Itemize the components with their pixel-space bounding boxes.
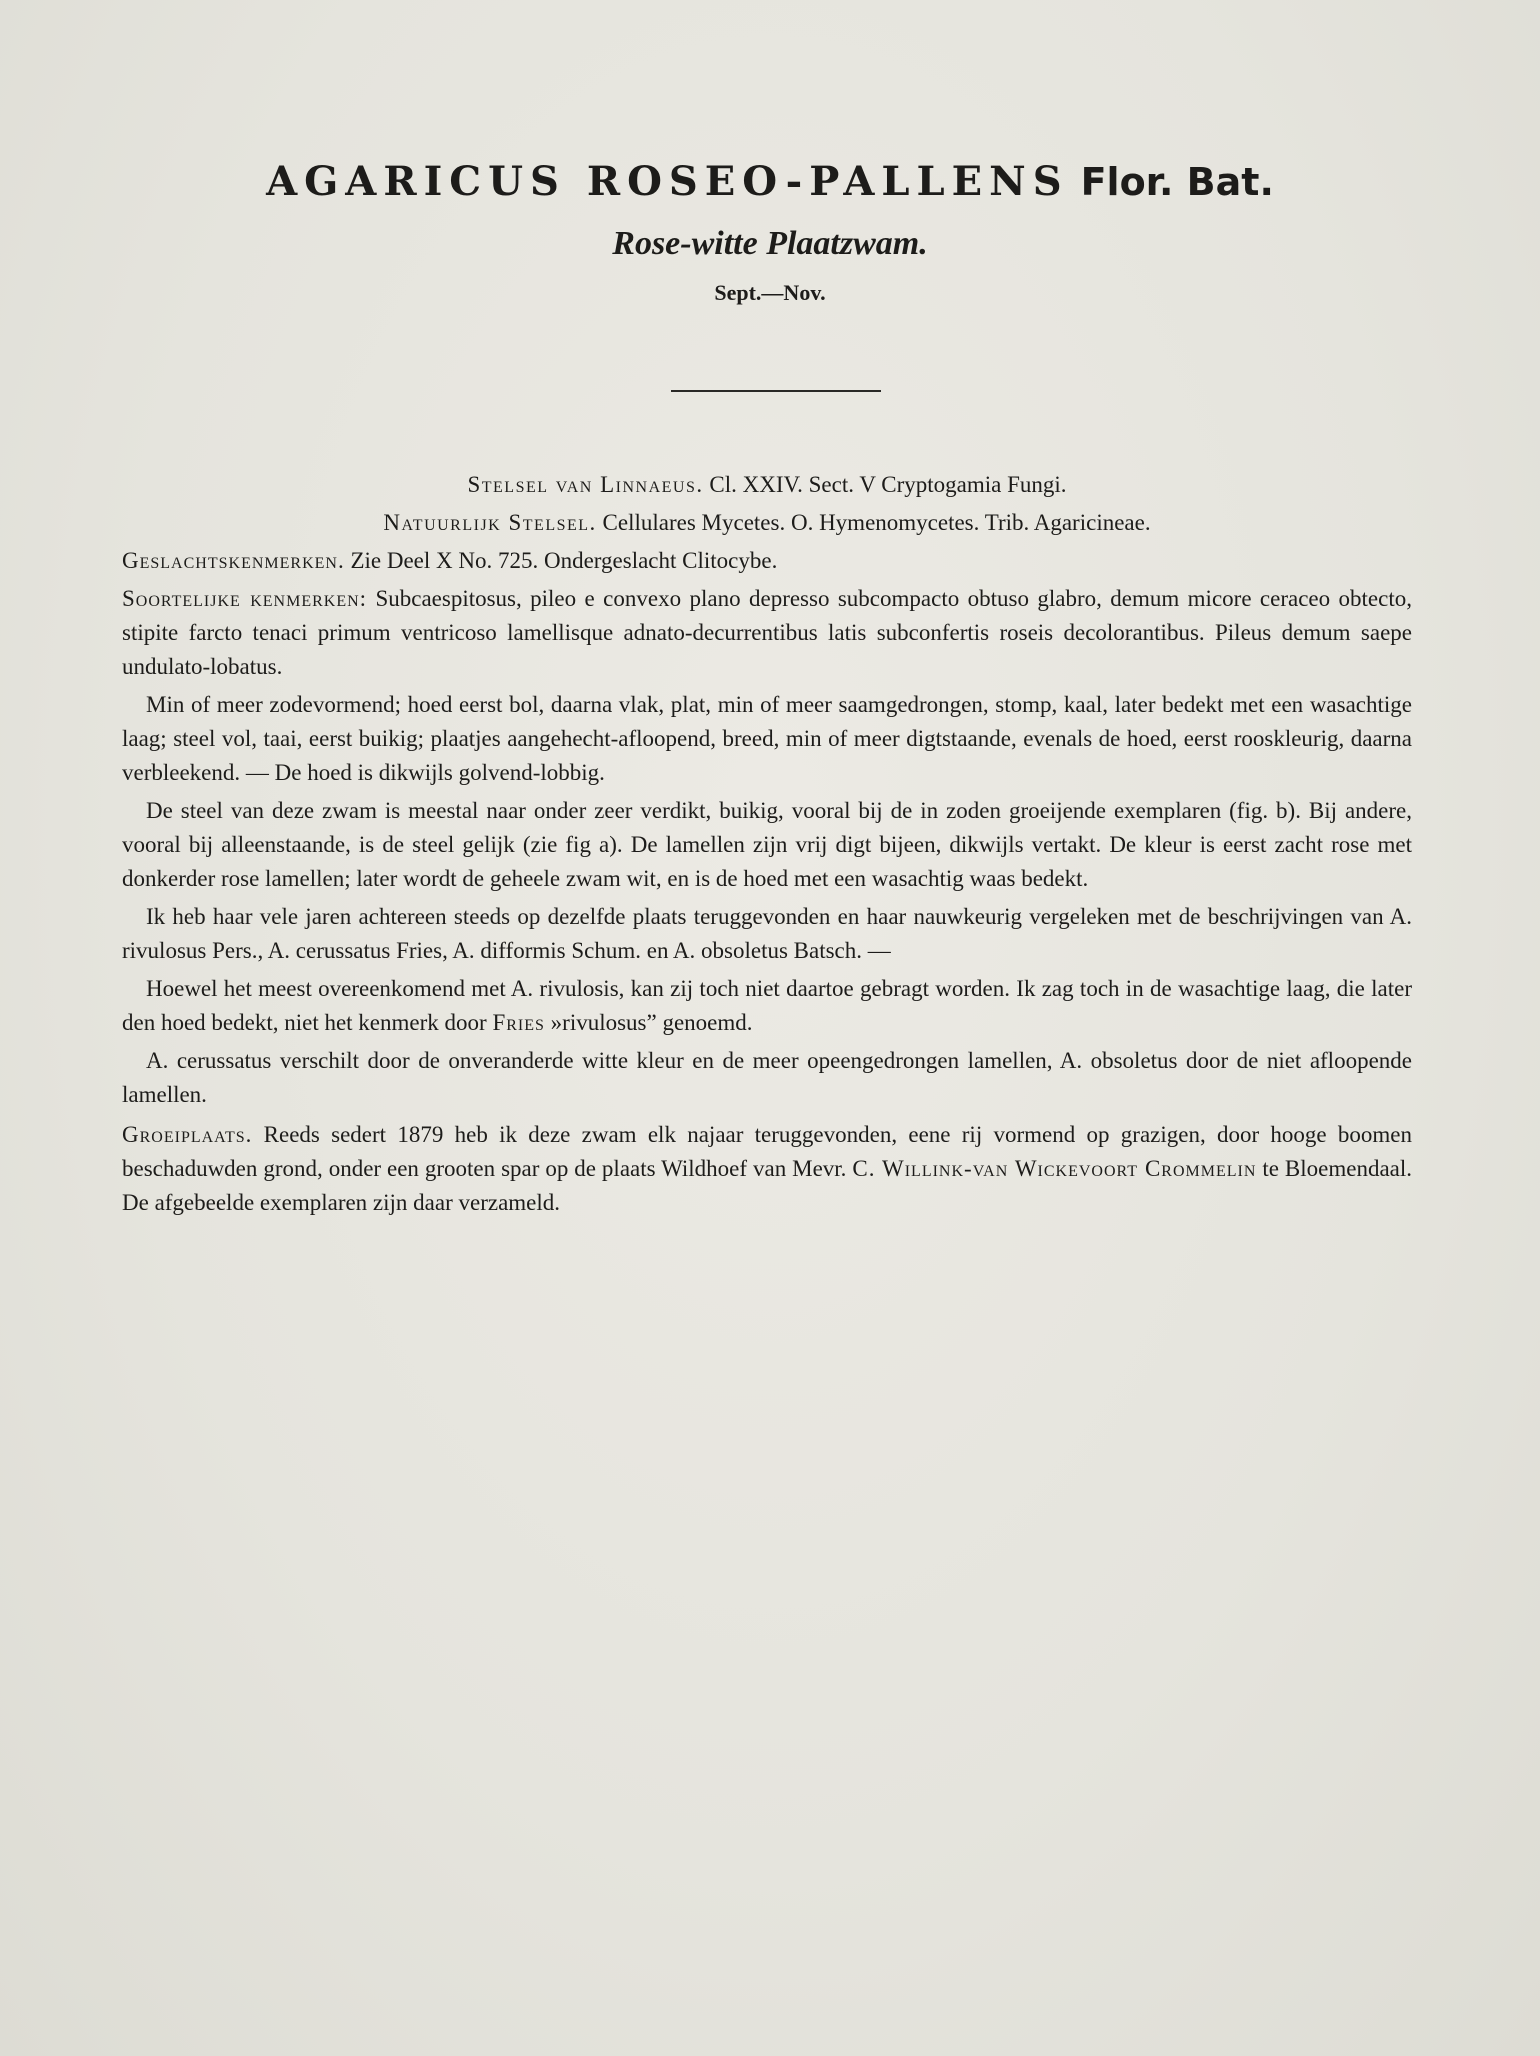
dutch-description: Min of meer zodevormend; hoed eerst bol, daarna vlak, plat, min of meer saamgedrongen, stomp, kaal, later bedekt met een wasachtige laag; steel vol, taai, eerst buikig; plaatjes aangehecht-afloopend, breed, min of meer digtstaande, evenals de hoed, eerst rooskleurig, daarna verbleekend. — De hoed is dikwijls golvend-lobbig.	[122, 692, 1412, 785]
natural-system-text: Cellulares Mycetes. O. Hymenomycetes. Trib. Agaricineae.	[602, 510, 1151, 535]
comparison-paragraph: Ik heb haar vele jaren achtereen steeds op dezelfde plaats teruggevonden en haar nauwkeurig vergeleken met de beschrijvingen van A. rivulosus Pers., A. cerussatus Fries, A. difformis Schum. en A. obsoletus Batsch. —	[122, 904, 1412, 963]
season: Sept.—Nov.	[714, 280, 826, 305]
species-title	[0, 150, 1540, 212]
rivulosus-paragraph	[122, 972, 1412, 1040]
stem-paragraph: De steel van deze zwam is meestal naar onder zeer verdikt, buikig, vooral bij de in zoden groeijende exemplaren (fig. b). Bij andere, vooral bij alleenstaande, is de steel gelijk (zie fig a). De lamellen zijn vrij digt bijeen, dikwijls vertakt. De kleur is eerst zacht rose met donkerder rose lamellen; later wordt de geheele zwam wit, en is de hoed met een wasachtig waas bedekt.	[122, 798, 1412, 891]
main-text	[122, 468, 1412, 1224]
natural-system-label: Natuurlijk Stelsel.	[383, 510, 597, 535]
species-label: Soortelijke kenmerken:	[122, 586, 368, 611]
habitat-label: Groeiplaats.	[122, 1122, 253, 1147]
genus-label: Geslachtskenmerken.	[122, 548, 345, 573]
authority: Flor. Bat.	[1080, 160, 1274, 204]
scientific-name: AGARICUS ROSEO-PALLENS	[266, 158, 1069, 205]
linnaeus-text: Cl. XXIV. Sect. V Cryptogamia Fungi.	[709, 472, 1067, 497]
linnaeus-label: Stelsel van Linnaeus.	[467, 472, 704, 497]
owner-name: C. Willink-van Wickevoort Crommelin	[852, 1156, 1257, 1181]
fries-name: Fries	[492, 1010, 545, 1035]
genus-line	[122, 544, 1412, 578]
habitat-paragraph	[122, 1118, 1412, 1220]
species-characters	[122, 582, 1412, 684]
habitat-text-before: Reeds sedert 1879 heb ik deze zwam elk najaar teruggevonden, eene rij vormend op grazigen, door hooge boomen beschaduwden grond, onder een grooten spar op de plaats Wildhoef van Mevr.	[122, 1122, 1412, 1181]
linnaeus-line	[122, 468, 1412, 502]
cerussatus-paragraph: A. cerussatus verschilt door de onveranderde witte kleur en de meer opeengedrongen lamellen, A. obsoletus door de niet afloopende lamellen.	[122, 1048, 1412, 1107]
latin-description: Subcaespitosus, pileo e convexo plano depresso subcompacto obtuso glabro, demum micore ceraceo obtecto, stipite farcto tenaci primum ventricoso lamellisque adnato-decurrentibus latis subconfertis roseis decolorantibus. Pileus demum saepe undulato-lobatus.	[122, 586, 1412, 679]
habitat-text-after: te Bloemendaal. De afgebeelde exemplaren zijn daar verzameld.	[122, 1156, 1412, 1215]
divider-rule	[671, 390, 881, 392]
rivulosus-text-before: Hoewel het meest overeenkomend met A. rivulosis, kan zij toch niet daartoe gebragt worden. Ik zag toch in de wasachtige laag, die later den hoed bedekt, niet het kenmerk door	[122, 976, 1412, 1035]
common-name: Rose-witte Plaatzwam.	[612, 225, 928, 262]
natural-system-line	[122, 506, 1412, 540]
rivulosus-text-after: »rivulosus” genoemd.	[550, 1010, 753, 1035]
genus-text: Zie Deel X No. 725. Ondergeslacht Clitocybe.	[350, 548, 778, 573]
